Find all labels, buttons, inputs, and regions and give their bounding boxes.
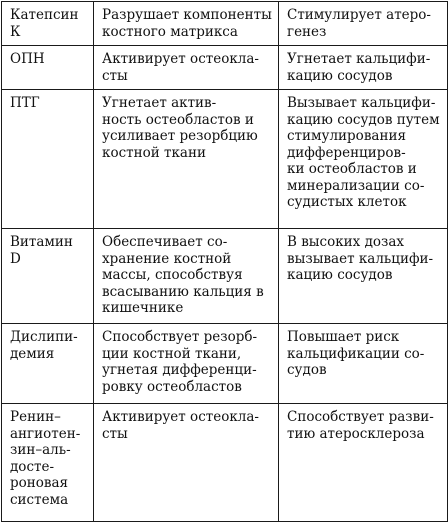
cell-factor: Дислипи- демия [2,324,94,404]
cell-factor: Ренин– ангиотен- зин–аль- досте- роновая система [2,404,94,522]
table-row [2,324,448,404]
cell-bone-effect: Угнетает актив- ность остеобластов и усиливает резорбцию костной ткани [94,90,279,229]
cell-factor: Витамин D [2,229,94,324]
cell-bone-effect: Способствует резорб- ции костной ткани, угнетая дифференци- ровку остеобластов [94,324,279,404]
cell-factor: Катепсин К [2,2,94,46]
cell-factor: ПТГ [2,90,94,229]
cell-bone-effect: Обеспечивает со- хранение костной массы, способствуя всасыванию кальция в кишечнике [94,229,279,324]
table-row [2,90,448,229]
cell-bone-effect: Активирует остеокла- сты [94,46,279,90]
cell-bone-effect: Активирует остеокла- сты [94,404,279,522]
factors-table [1,1,448,522]
cell-vascular-effect: В высоких дозах вызывает кальцифи- кацию сосудов [279,229,448,324]
cell-bone-effect: Разрушает компоненты костного матрикса [94,2,279,46]
table-row [2,404,448,522]
cell-vascular-effect: Вызывает кальцифи- кацию сосудов путем стимулирования дифференциров- ки остеобластов и минерализации со- судистых клеток [279,90,448,229]
cell-vascular-effect: Способствует разви- тию атеросклероза [279,404,448,522]
cell-factor: ОПН [2,46,94,90]
table-row [2,2,448,46]
cell-vascular-effect: Угнетает кальцифи- кацию сосудов [279,46,448,90]
table-row [2,46,448,90]
table-row [2,229,448,324]
cell-vascular-effect: Стимулирует атеро- генез [279,2,448,46]
cell-vascular-effect: Повышает риск кальцификации со- судов [279,324,448,404]
